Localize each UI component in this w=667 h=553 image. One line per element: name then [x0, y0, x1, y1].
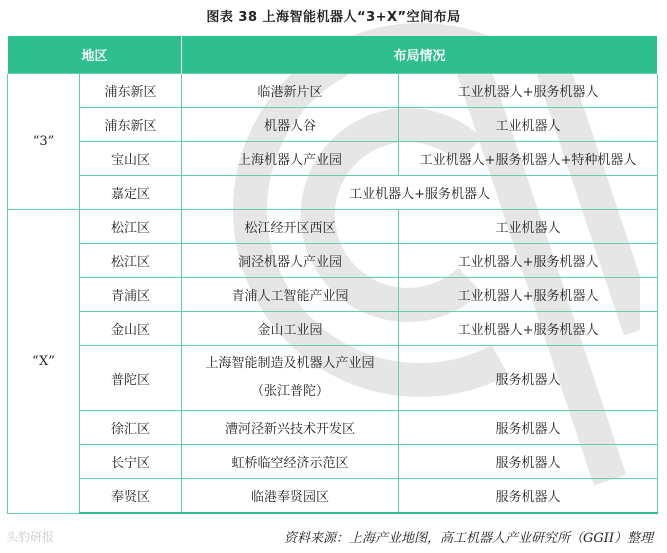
type-cell: 工业机器人+服务机器人 [399, 312, 658, 346]
merged-type-cell: 工业机器人+服务机器人 [182, 176, 658, 210]
district-cell: 松江区 [80, 244, 182, 278]
park-cell [182, 346, 399, 411]
district-cell: 徐汇区 [80, 411, 182, 445]
table-row [8, 411, 658, 445]
type-cell: 工业机器人+服务机器人 [399, 278, 658, 312]
table-row [8, 244, 658, 278]
type-cell: 服务机器人 [399, 411, 658, 445]
type-cell: 服务机器人 [399, 346, 658, 411]
park-cell: 临港新片区 [182, 74, 399, 108]
table-row [8, 479, 658, 514]
table-row [8, 445, 658, 479]
brand-logo: 头豹研报 [6, 530, 55, 544]
type-cell: 工业机器人+服务机器人 [399, 74, 658, 108]
table-row [8, 176, 658, 210]
type-cell: 服务机器人 [399, 445, 658, 479]
table-row [8, 108, 658, 142]
park-cell: 洞泾机器人产业园 [182, 244, 399, 278]
layout-table [7, 36, 658, 514]
district-cell: 金山区 [80, 312, 182, 346]
park-cell: 青浦人工智能产业园 [182, 278, 399, 312]
header-layout: 布局情况 [182, 36, 658, 74]
district-cell: 青浦区 [80, 278, 182, 312]
type-cell: 工业机器人 [399, 108, 658, 142]
district-cell: 长宁区 [80, 445, 182, 479]
district-cell: 奉贤区 [80, 479, 182, 514]
source-note: 资料来源：上海产业地图，高工机器人产业研究所（GGII）整理 [283, 531, 653, 546]
table-row [8, 210, 658, 244]
table-row [8, 278, 658, 312]
header-region: 地区 [8, 36, 182, 74]
type-cell: 工业机器人 [399, 210, 658, 244]
type-cell: 服务机器人 [399, 479, 658, 514]
district-cell: 嘉定区 [80, 176, 182, 210]
park-line-1: 上海智能制造及机器人产业园 [205, 356, 375, 371]
park-cell: 上海机器人产业园 [182, 142, 399, 176]
park-cell: 机器人谷 [182, 108, 399, 142]
district-cell: 浦东新区 [80, 74, 182, 108]
park-cell: 金山工业园 [182, 312, 399, 346]
table-row [8, 142, 658, 176]
park-cell: 临港奉贤园区 [182, 479, 399, 514]
group-code-x: “X” [8, 210, 80, 514]
park-line-2: （张江普陀） [251, 384, 330, 399]
park-cell: 松江经开区西区 [182, 210, 399, 244]
park-cell: 虹桥临空经济示范区 [182, 445, 399, 479]
type-cell: 工业机器人+服务机器人+特种机器人 [399, 142, 658, 176]
table-row [8, 312, 658, 346]
type-cell: 工业机器人+服务机器人 [399, 244, 658, 278]
table-row [8, 74, 658, 108]
district-cell: 浦东新区 [80, 108, 182, 142]
table-row [8, 346, 658, 411]
district-cell: 宝山区 [80, 142, 182, 176]
table-header-row [8, 36, 658, 74]
figure-title: 图表 38 上海智能机器人“3+X”空间布局 [206, 10, 461, 25]
district-cell: 普陀区 [80, 346, 182, 411]
group-code-3: “3” [8, 74, 80, 210]
district-cell: 松江区 [80, 210, 182, 244]
park-cell: 漕河泾新兴技术开发区 [182, 411, 399, 445]
